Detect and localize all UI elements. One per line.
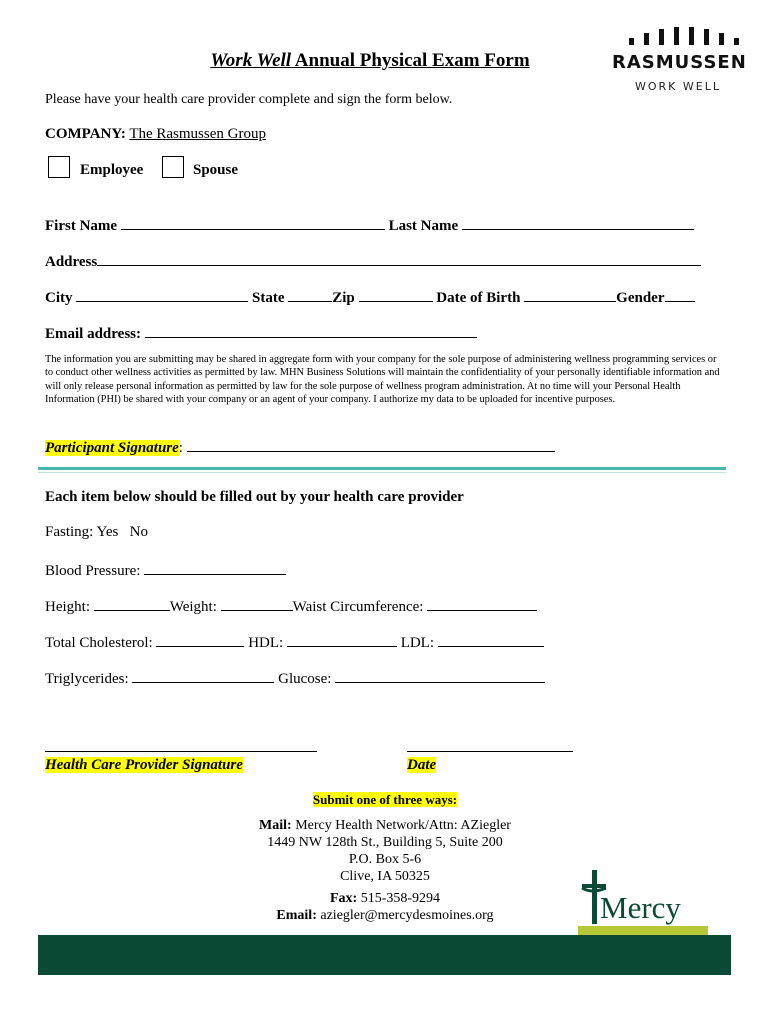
weight-label: Weight:	[169, 599, 217, 615]
mail-label: Mail:	[259, 818, 292, 833]
address-label: Address	[45, 254, 98, 270]
hdl-field[interactable]	[287, 632, 397, 647]
first-name-label: First Name	[45, 218, 118, 234]
email-contact[interactable]: aziegler@mercydesmoines.org	[320, 908, 494, 923]
section-divider-shadow	[38, 472, 726, 473]
cholesterol-row	[45, 632, 544, 652]
state-field[interactable]	[288, 287, 332, 302]
city-row	[45, 287, 695, 307]
waist-field[interactable]	[427, 596, 537, 611]
rasmussen-bars-icon	[612, 24, 744, 48]
submit-heading: Submit one of three ways:	[312, 792, 458, 807]
last-name-field[interactable]	[462, 215, 694, 230]
email-contact-label: Email:	[276, 908, 317, 923]
email-field[interactable]	[145, 323, 477, 338]
footer-bar	[38, 935, 731, 975]
ldl-field[interactable]	[438, 632, 544, 647]
company-line	[45, 126, 266, 143]
employee-label: Employee	[80, 162, 144, 178]
waist-label: Waist Circumference:	[292, 599, 424, 615]
state-label: State	[252, 290, 285, 306]
triglycerides-row	[45, 668, 545, 688]
blood-pressure-row	[45, 560, 286, 580]
fasting-row	[45, 524, 148, 541]
height-label: Height:	[45, 599, 90, 615]
email-label: Email address:	[45, 326, 141, 342]
rasmussen-subtitle: WORK WELL	[635, 80, 721, 93]
glucose-label: Glucose:	[278, 671, 332, 687]
provider-signature-line[interactable]	[45, 751, 317, 752]
company-name: The Rasmussen Group	[129, 126, 266, 142]
date-label: Date	[407, 757, 437, 773]
participant-signature-row: Participant Signature:	[45, 437, 555, 457]
total-cholesterol-field[interactable]	[156, 632, 244, 647]
blood-pressure-label: Blood Pressure:	[45, 563, 141, 579]
gender-label: Gender	[616, 290, 665, 306]
fasting-yes[interactable]: Fasting: Yes	[45, 524, 119, 540]
title-italic: Work Well	[210, 50, 292, 71]
zip-label: Zip	[332, 290, 355, 306]
section-divider	[38, 467, 726, 470]
mercy-logo	[578, 868, 688, 928]
glucose-field[interactable]	[335, 668, 545, 683]
height-field[interactable]	[94, 596, 170, 611]
ldl-label: LDL:	[400, 635, 435, 651]
triglycerides-label: Triglycerides:	[45, 671, 129, 687]
fasting-no[interactable]: No	[129, 524, 148, 540]
name-row	[45, 215, 694, 235]
date-label-wrap	[407, 757, 436, 774]
spouse-label: Spouse	[193, 162, 239, 178]
address-field[interactable]	[97, 251, 701, 266]
last-name-label: Last Name	[388, 218, 459, 234]
mercy-wordmark: Mercy	[600, 890, 681, 925]
mail-line3: P.O. Box 5-6	[348, 852, 422, 867]
date-line[interactable]	[407, 751, 573, 752]
provider-signature-label-wrap	[45, 757, 243, 774]
participant-signature-label: Participant Signature	[45, 440, 179, 456]
intro-text: Please have your health care provider complete and sign the form below.	[45, 92, 453, 107]
gender-field[interactable]	[665, 287, 695, 302]
spouse-checkbox[interactable]	[162, 156, 184, 178]
zip-field[interactable]	[359, 287, 433, 302]
blood-pressure-field[interactable]	[144, 560, 286, 575]
employee-checkbox[interactable]	[48, 156, 70, 178]
provider-section-heading: Each item below should be filled out by your health care provider	[45, 489, 464, 505]
dob-label: Date of Birth	[436, 290, 521, 306]
dob-field[interactable]	[524, 287, 616, 302]
participant-signature-field[interactable]	[187, 437, 555, 452]
weight-field[interactable]	[221, 596, 293, 611]
mail-line1: Mercy Health Network/Attn: AZiegler	[295, 818, 511, 833]
address-row	[45, 251, 701, 271]
fax-number: 515-358-9294	[360, 891, 441, 906]
measurements-row	[45, 596, 537, 616]
triglycerides-field[interactable]	[132, 668, 274, 683]
privacy-notice: The information you are submitting may be shared in aggregate form with your company for the sole purpose of administering wellness programming services or to conduct other wellness activities as permitted by law. MHN Business Solutions will maintain the confidentiality of your personally identifiable information and will only release personal information as permitted by law for the sole purpose of wellness program administration. At no time will your Personal Health Information (PHI) be shared with your company or an agent of your company. I authorize my data to be uploaded for incentive purposes.	[45, 354, 720, 406]
submit-heading-wrap	[0, 792, 770, 808]
city-field[interactable]	[76, 287, 248, 302]
company-label: COMPANY:	[45, 126, 126, 142]
mail-line2: 1449 NW 128th St., Building 5, Suite 200	[267, 835, 503, 850]
total-cholesterol-label: Total Cholesterol:	[45, 635, 153, 651]
provider-signature-label: Health Care Provider Signature	[45, 757, 243, 773]
title-rest: Annual Physical Exam Form	[291, 50, 530, 71]
rasmussen-logo	[612, 24, 747, 96]
mail-line4: Clive, IA 50325	[340, 869, 430, 884]
city-label: City	[45, 290, 73, 306]
first-name-field[interactable]	[121, 215, 385, 230]
fax-label: Fax:	[329, 891, 358, 906]
rasmussen-wordmark: RASMUSSEN	[612, 52, 747, 73]
hdl-label: HDL:	[248, 635, 284, 651]
email-row	[45, 323, 477, 343]
